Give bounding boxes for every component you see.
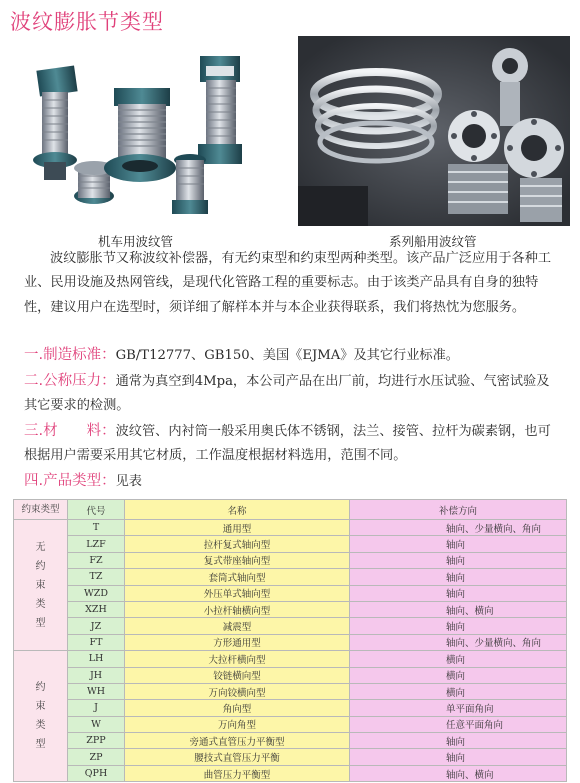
- row-direction: 轴向: [350, 585, 567, 601]
- table-row: [14, 733, 567, 749]
- row-direction: 轴向: [350, 552, 567, 568]
- row-direction: 轴向、横向: [350, 765, 567, 781]
- row-code: LH: [68, 651, 125, 667]
- table-row: [14, 667, 567, 683]
- row-name: 万向角型: [125, 716, 350, 732]
- row-code: JZ: [68, 618, 125, 634]
- row-name: 套筒式轴向型: [125, 569, 350, 585]
- row-name: 腰技式直管压力平衡: [125, 749, 350, 765]
- row-code: WH: [68, 683, 125, 699]
- row-code: XZH: [68, 601, 125, 617]
- material-text: 波纹管、内衬筒一般采用奥氏体不锈钢，法兰、接管、拉杆为碳素钢，也可根据用户需要采用其它材质，工作温度根据材料选用，范围不同。: [24, 424, 551, 464]
- row-code: T: [68, 520, 125, 536]
- row-direction: 轴向: [350, 536, 567, 552]
- row-name: 曲管压力平衡型: [125, 765, 350, 781]
- pressure-label: 二.公称压力：: [24, 373, 116, 389]
- locomotive-bellows-photo: [30, 36, 278, 228]
- table-row: [14, 749, 567, 765]
- row-code: ZPP: [68, 733, 125, 749]
- row-name: 大拉杆横向型: [125, 651, 350, 667]
- row-direction: 轴向: [350, 733, 567, 749]
- row-name: 方形通用型: [125, 634, 350, 650]
- table-row: [14, 683, 567, 699]
- row-direction: 横向: [350, 651, 567, 667]
- row-direction: 横向: [350, 683, 567, 699]
- material-section: [24, 419, 554, 469]
- row-code: J: [68, 700, 125, 716]
- right-photo-caption: 系列船用波纹管: [389, 234, 477, 249]
- row-direction: 轴向、横向: [350, 601, 567, 617]
- row-name: 复式带座轴向型: [125, 552, 350, 568]
- standard-section: [24, 343, 554, 368]
- product-type-text: 见表: [115, 474, 142, 489]
- pressure-section: [24, 369, 554, 419]
- row-name: 外压单式轴向型: [125, 585, 350, 601]
- constrained-group-label: 约 束 类 型: [14, 651, 68, 782]
- intro-paragraph: 波纹膨胀节又称波纹补偿器，有无约束型和约束型两种类型。该产品广泛应用于各种工业、民用设施及热网管线，是现代化管路工程的重要标志。由于该类产品具有自身的独特性，建议用户在选型时，须详细了解样本并与本企业获得联系，我们将热忱为您服务。: [24, 251, 552, 315]
- table-row: [14, 634, 567, 650]
- table-row: [14, 700, 567, 716]
- row-code: LZF: [68, 536, 125, 552]
- table-row: [14, 552, 567, 568]
- product-type-label: 四.产品类型：: [24, 473, 116, 489]
- product-type-table: [13, 499, 567, 782]
- standard-text: GB/T12777、GB150、美国《EJMA》及其它行业标准。: [115, 348, 459, 363]
- header-constraint-type: 约束类型: [14, 500, 68, 520]
- table-row: [14, 520, 567, 536]
- row-name: 万向铰横向型: [125, 683, 350, 699]
- unconstrained-group-label: 无 约 束 类 型: [14, 520, 68, 651]
- row-direction: 横向: [350, 667, 567, 683]
- row-name: 角向型: [125, 700, 350, 716]
- row-name: 旁通式直管压力平衡型: [125, 733, 350, 749]
- table-row: [14, 585, 567, 601]
- header-name: 名称: [125, 500, 350, 520]
- row-code: ZP: [68, 749, 125, 765]
- marine-bellows-photo: [298, 36, 570, 226]
- table-row: [14, 601, 567, 617]
- header-compensation-direction: 补偿方向: [350, 500, 567, 520]
- row-name: 拉杆复式轴向型: [125, 536, 350, 552]
- row-name: 铰链横向型: [125, 667, 350, 683]
- row-name: 减震型: [125, 618, 350, 634]
- pressure-text: 通常为真空到4Mpa，本公司产品在出厂前，均进行水压试验、气密试验及其它要求的检测。: [24, 374, 550, 414]
- table-row: [14, 765, 567, 781]
- row-direction: 轴向、少量横向、角向: [350, 634, 567, 650]
- page-title: 波纹膨胀节类型: [10, 10, 164, 34]
- row-direction: 轴向、少量横向、角向: [350, 520, 567, 536]
- row-direction: 单平面角向: [350, 700, 567, 716]
- row-code: WZD: [68, 585, 125, 601]
- row-direction: 轴向: [350, 569, 567, 585]
- row-code: QPH: [68, 765, 125, 781]
- row-name: 小拉杆轴横向型: [125, 601, 350, 617]
- table-row: [14, 569, 567, 585]
- table-row: [14, 651, 567, 667]
- row-direction: 任意平面角向: [350, 716, 567, 732]
- table-row: [14, 618, 567, 634]
- standard-label: 一.制造标准：: [24, 347, 116, 363]
- material-label: 三.材 料：: [24, 423, 116, 439]
- row-code: FT: [68, 634, 125, 650]
- row-direction: 轴向: [350, 749, 567, 765]
- row-code: JH: [68, 667, 125, 683]
- row-name: 通用型: [125, 520, 350, 536]
- table-row: [14, 536, 567, 552]
- left-photo-caption: 机车用波纹管: [98, 234, 174, 249]
- row-code: FZ: [68, 552, 125, 568]
- table-row: [14, 716, 567, 732]
- row-code: TZ: [68, 569, 125, 585]
- row-direction: 轴向: [350, 618, 567, 634]
- table-header-row: [14, 500, 567, 520]
- row-code: W: [68, 716, 125, 732]
- header-code: 代号: [68, 500, 125, 520]
- product-type-section: [24, 469, 554, 494]
